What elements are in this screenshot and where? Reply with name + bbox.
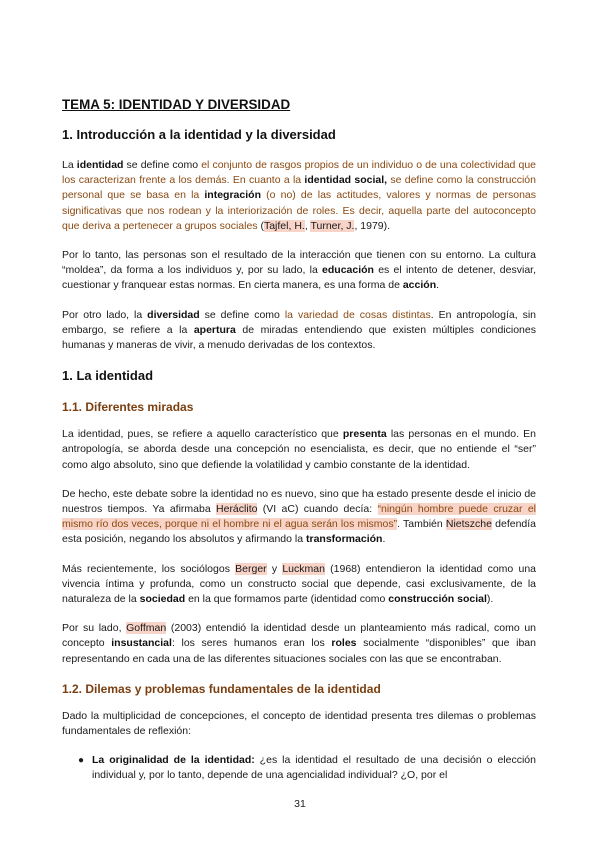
paragraph-dilemas-intro: Dado la multiplicidad de concepciones, el concepto de identidad presenta tres dilemas o problemas fundamentales de reflexión: bbox=[62, 709, 536, 738]
citation-turner: Turner, J. bbox=[310, 219, 355, 232]
name-heraclito: Heráclito bbox=[216, 503, 258, 516]
name-berger: Berger bbox=[235, 562, 267, 575]
paragraph-entorno: Por lo tanto, las personas son el resultado de la interacción que tienen con su entorno. La cultura “moldea”, da forma a los individuos y, por su lado, la educación es el intento de detener, desviar, cuestionar y franquear estas normas. En cierta manera, es una forma de acción. bbox=[62, 249, 536, 292]
section-heading-identidad: 1. La identidad bbox=[62, 368, 154, 384]
section-heading-intro: 1. Introducción a la identidad y la diversidad bbox=[62, 127, 336, 142]
page-content bbox=[62, 96, 536, 784]
subsection-heading-dilemas: 1.2. Dilemas y problemas fundamentales de la identidad bbox=[62, 681, 381, 696]
bullet-icon: ● bbox=[78, 755, 85, 767]
paragraph-diversidad: Por otro lado, la diversidad se define como la variedad de cosas distintas. En antropología, sin embargo, se refiere a la apertura de miradas entendiendo que existen múltiples condiciones humanas y maneras de vivir, a menudo derivadas de los contextos. bbox=[62, 308, 537, 352]
quote-heraclito: “ningún hombre puede cruzar el mismo río dos veces, porque ni el hombre ni el agua serán los mismos” bbox=[62, 503, 536, 531]
paragraph-berger-luckman: Más recientemente, los sociólogos Berger y Luckman (1968) entendieron la identidad como una vivencia íntima y profunda, como un constructo social que depende, casi exclusivamente, de la naturaleza de la sociedad en la que formamos parte (identidad como construcción social). bbox=[62, 562, 536, 606]
paragraph-heraclito: De hecho, este debate sobre la identidad no es nuevo, sino que ha estado presente desde el inicio de nuestros tiempos. Ya afirmaba Heráclito (VI aC) cuando decía: “ningún hombre puede cruzar el mismo río dos veces, porque ni el hombre ni el agua serán los mismos”. También Nietszche defendía esta posición, negando los absolutos y afirmando la transformación. bbox=[62, 487, 537, 546]
page-number: 31 bbox=[294, 798, 306, 810]
name-goffman: Goffman bbox=[126, 622, 167, 635]
list-item-originalidad: ● La originalidad de la identidad: ¿es la identidad el resultado de una decisión o elección individual y, por lo tanto, depende de una agencialidad individual? ¿O, por el bbox=[78, 754, 536, 782]
chapter-title: TEMA 5: IDENTIDAD Y DIVERSIDAD bbox=[62, 97, 291, 112]
paragraph-miradas-1: La identidad, pues, se refiere a aquello característico que presenta las personas en el mundo. En antropología, se aborda desde una concepción no esencialista, es decir, que no entiende el “ser” como algo absoluto, sino que defiende la volatilidad y cambio constante de la identidad. bbox=[62, 428, 536, 471]
paragraph-identidad-definition: La identidad se define como el conjunto de rasgos propios de un individuo o de una colectividad que los caracterizan frente a los demás. En cuanto a la identidad social, se define como la construcción personal que se basa en la integración (o no) de las actitudes, valores y normas de personas significativas que nos rodean y la interiorización de roles. Es decir, aquella parte del autoconcepto que deriva a pertenecer a grupos sociales (Tajfel, H., Turner, J., 1979). bbox=[62, 159, 536, 232]
citation-tajfel: Tajfel, H. bbox=[263, 219, 305, 232]
paragraph-goffman: Por su lado, Goffman (2003) entendió la identidad desde un planteamiento más radical, como un concepto insustancial: los seres humanos eran los roles socialmente “disponibles” que iban representando en cada una de las diferentes situaciones sociales con las que se encontraban. bbox=[62, 622, 537, 665]
subsection-heading-miradas: 1.1. Diferentes miradas bbox=[62, 400, 194, 415]
name-nietszche: Nietszche bbox=[445, 518, 492, 531]
dilemas-list bbox=[62, 753, 536, 783]
name-luckman: Luckman bbox=[282, 562, 325, 575]
